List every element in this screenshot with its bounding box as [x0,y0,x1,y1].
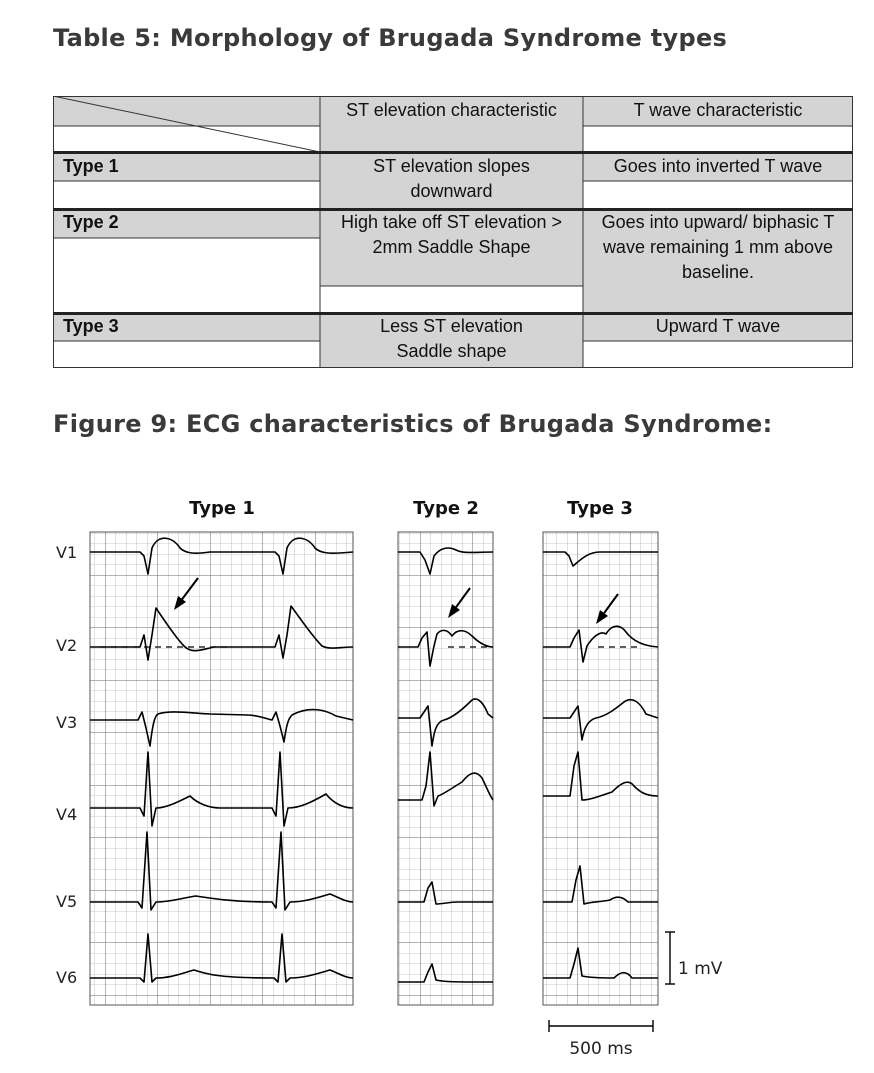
table-heading: Table 5: Morphology of Brugada Syndrome types [53,24,728,52]
panel-type-3-grid [543,532,658,1005]
voltage-scale-bar [665,932,675,984]
lead-label-v2: V2 [56,636,78,655]
morphology-table [53,96,853,368]
panel-title-type-3: Type 3 [567,498,633,519]
header-st-elevation: ST elevation characteristic [346,100,557,120]
panel-title-type-1: Type 1 [189,498,255,519]
ecg-figure [0,470,874,1070]
row-type-1-st: ST elevation slopes downward [373,156,530,201]
panel-type-2-grid [398,532,493,1005]
row-type-2-t: Goes into upward/ biphasic T wave remaining 1 mm above baseline. [601,212,835,282]
lead-label-v3: V3 [56,713,78,732]
lead-label-v5: V5 [56,892,78,911]
row-type-1-label: Type 1 [63,156,119,176]
row-type-2-st: High take off ST elevation > 2mm Saddle Shape [341,212,562,257]
row-type-1-t: Goes into inverted T wave [613,156,823,176]
row-type-3-label: Type 3 [63,316,119,336]
voltage-scale-label: 1 mV [678,959,723,979]
lead-label-v1: V1 [56,543,78,562]
header-t-wave: T wave characteristic [633,100,803,120]
row-type-3-st: Less ST elevation Saddle shape [380,316,523,361]
time-scale-label: 500 ms [569,1039,633,1059]
row-type-2-label: Type 2 [63,212,119,232]
lead-label-v6: V6 [56,968,78,987]
panel-type-1-grid [90,532,353,1005]
figure-heading: Figure 9: ECG characteristics of Brugada Syndrome: [53,410,773,438]
lead-label-v4: V4 [56,805,78,824]
time-scale-bar [549,1020,653,1032]
panel-title-type-2: Type 2 [413,498,479,519]
row-type-3-t: Upward T wave [655,316,781,336]
